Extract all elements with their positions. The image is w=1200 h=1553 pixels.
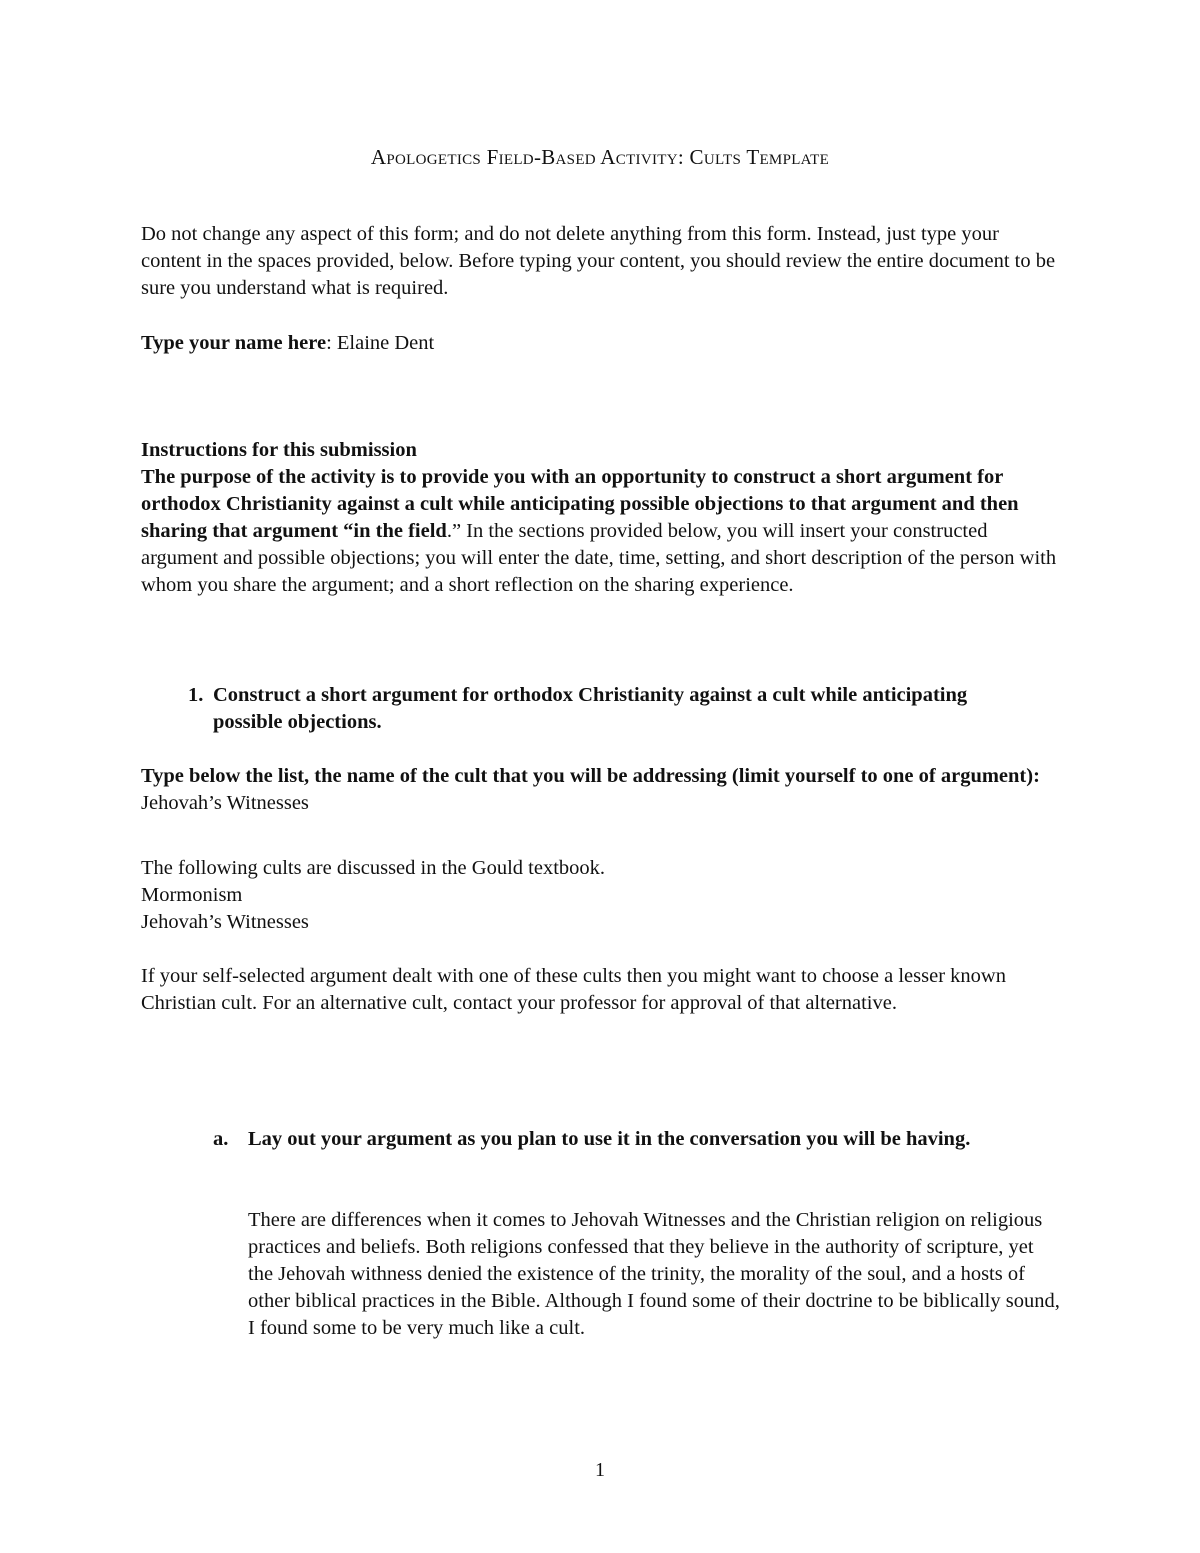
name-line [141,330,1061,357]
cults-list [141,855,1061,936]
name-separator: : [326,332,337,354]
intro-text: Do not change any aspect of this form; and do not delete anything from this form. Instead, just type your content in the spaces provided, below. Before typing your content, you should review the entire document to be sure you understand what is required. [141,223,1056,299]
page-title: Apologetics Field-Based Activity: Cults Template [370,145,830,169]
cult-prompt-label: Type below the list, the name of the cult that you will be addressing (limit yourself to one of argument): [141,765,1040,787]
instructions-section [141,437,1061,599]
item-1-number: 1. [188,684,204,706]
instructions-purpose-rest: .” In the sections provided below, you will insert your constructed argument and possible objections; you will enter the date, time, setting, and short description of the person with whom you share the argument; and a short reflection on the sharing experience. [141,520,1057,596]
cults-list-intro: The following cults are discussed in the Gould textbook. [141,857,606,879]
page-number: 1 [595,1459,605,1481]
cults-list-item: Jehovah’s Witnesses [141,911,309,933]
cults-list-item: Mormonism [141,884,243,906]
alternative-note [141,963,1061,1017]
item-a-answer [248,1207,1063,1342]
name-value: Elaine Dent [336,332,435,354]
cult-prompt [141,763,1061,817]
item-a-answer-text: There are differences when it comes to Jehovah Witnesses and the Christian religion on religious practices and beliefs. Both religions confessed that they believe in the authority of scripture, yet the Jehovah withness denied the existence of the trinity, the morality of the soul, and a hosts of other biblical practices in the Bible. Although I found some of their doctrine to be biblically sound, I found some to be very much like a cult. [248,1209,1060,1339]
name-label: Type your name here [141,332,327,354]
item-a-letter: a. [213,1128,229,1150]
instructions-purpose-bold: The purpose of the activity is to provide you with an opportunity to construct a short argument for orthodox Christianity against a cult while anticipating possible objections to that argument and then sharing that argument “in the field [141,466,1019,542]
cult-prompt-answer: Jehovah’s Witnesses [141,792,309,814]
item-a-heading: Lay out your argument as you plan to use it in the conversation you will be having. [248,1128,971,1150]
item-1-text: Construct a short argument for orthodox Christianity against a cult while anticipating possible objections. [213,684,968,733]
alternative-note-text: If your self-selected argument dealt with one of these cults then you might want to choose a lesser known Christian cult. For an alternative cult, contact your professor for approval of that alternative. [141,965,1006,1014]
intro-paragraph [141,221,1061,302]
instructions-heading: Instructions for this submission [141,439,417,461]
